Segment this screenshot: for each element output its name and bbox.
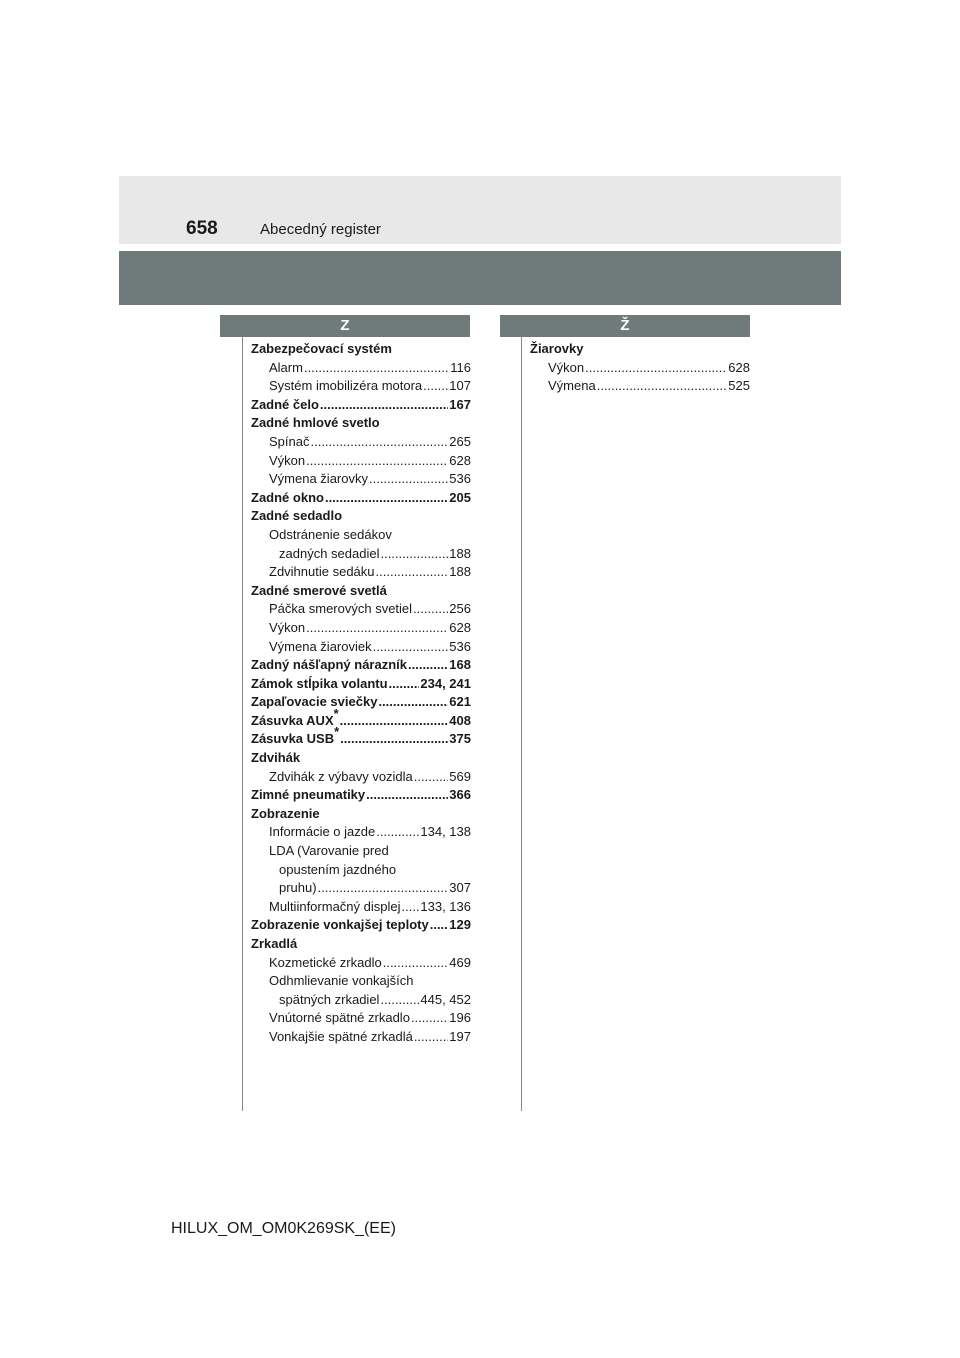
- index-entry: [251, 1009, 471, 1028]
- index-entry-page: 205: [449, 489, 471, 505]
- index-entry-page: 569: [449, 768, 471, 784]
- index-entry-text: pruhu): [279, 880, 317, 896]
- leader-dots: [383, 954, 449, 973]
- leader-dots: [414, 1028, 448, 1047]
- leader-dots: [597, 377, 728, 396]
- leader-dots: [408, 656, 448, 675]
- index-entry-term: [548, 359, 584, 378]
- index-entry-page: 621: [449, 694, 471, 710]
- index-entry-term: [279, 861, 396, 880]
- index-entry-page: 168: [449, 657, 471, 673]
- leader-dots: [320, 396, 448, 415]
- header-band: [119, 176, 841, 244]
- index-entry-page: 366: [449, 787, 471, 803]
- index-entry: [251, 582, 471, 601]
- index-entry-term: [269, 823, 375, 842]
- index-entry: [251, 693, 471, 712]
- leader-dots: [430, 916, 449, 935]
- index-entry-term: [251, 693, 377, 712]
- footer-code: HILUX_OM_OM0K269SK_(EE): [171, 1220, 396, 1237]
- index-entry-text: Výmena: [548, 378, 596, 394]
- index-entry-page: 628: [449, 452, 471, 468]
- index-entry: [251, 452, 471, 471]
- index-entry-text: Systém imobilizéra motora: [269, 378, 423, 394]
- index-entry: [251, 705, 471, 731]
- index-entry-term: [269, 563, 375, 582]
- index-entry: [251, 526, 471, 545]
- index-entry: [530, 359, 750, 378]
- index-entry-page: 188: [449, 545, 471, 561]
- leader-dots: [585, 359, 727, 378]
- index-entry: [530, 340, 750, 359]
- index-entry-page: 536: [449, 471, 471, 487]
- index-entry-page: 188: [449, 564, 471, 580]
- index-entry-term: [251, 507, 342, 526]
- index-entry: [251, 489, 471, 508]
- index-entry-term: [251, 414, 380, 433]
- leader-dots: [380, 545, 448, 564]
- index-entry-text: Zobrazenie vonkajšej teploty: [251, 917, 429, 933]
- index-entry-text: Zdvihák: [251, 750, 301, 766]
- index-entry: [251, 638, 471, 657]
- index-entry-term: [279, 545, 379, 564]
- index-entry-page: 196: [449, 1010, 471, 1026]
- index-entry-text: Spínač: [269, 433, 310, 449]
- index-entry: [251, 972, 471, 991]
- leader-dots: [376, 823, 419, 842]
- leader-dots: [378, 693, 448, 712]
- index-entry-page: 628: [449, 619, 471, 635]
- index-entry-page: 129: [449, 917, 471, 933]
- index-entry: [251, 619, 471, 638]
- footnote-star: *: [334, 724, 340, 740]
- index-entry-text: Výkon: [548, 359, 585, 375]
- index-entry-term: [279, 991, 379, 1010]
- index-entry-text: Žiarovky: [530, 341, 584, 356]
- index-entry-text: Kozmetické zrkadlo: [269, 954, 382, 970]
- index-entry-text: Zadné okno: [251, 489, 324, 505]
- leader-dots: [325, 489, 448, 508]
- leader-dots: [306, 619, 448, 638]
- index-entry: [251, 935, 471, 954]
- letter-heading-z: Z: [220, 315, 470, 337]
- index-entry-term: [269, 638, 372, 657]
- index-entry-term: [251, 340, 392, 359]
- index-entry-term: [251, 489, 324, 508]
- index-entry-page: 307: [449, 880, 471, 896]
- index-entry-page: 116: [450, 359, 471, 375]
- index-entry: [251, 377, 471, 396]
- index-entry-term: [269, 619, 305, 638]
- index-entry: [251, 879, 471, 898]
- index-entry-text: Zapaľovacie sviečky: [251, 694, 378, 710]
- index-entry-text: Zimné pneumatiky: [251, 787, 366, 803]
- leader-dots: [376, 563, 449, 582]
- index-entry: [251, 396, 471, 415]
- index-entry-term: [251, 656, 407, 675]
- index-entry-term: [251, 396, 319, 415]
- index-entry: [251, 916, 471, 935]
- chapter-band: [119, 251, 841, 305]
- index-entry-page: 197: [449, 1028, 471, 1044]
- index-entry-page: 375: [449, 731, 471, 747]
- index-entry: [251, 359, 471, 378]
- index-entry: [251, 545, 471, 564]
- index-entry: [251, 898, 471, 917]
- index-entry-text: Zadný nášľapný nárazník: [251, 657, 407, 673]
- index-entry-text: Zadné sedadlo: [251, 508, 343, 524]
- index-entry-page: 265: [449, 433, 471, 449]
- index-entry-term: [251, 935, 297, 954]
- index-entry: [251, 470, 471, 489]
- leader-dots: [402, 898, 420, 917]
- index-entry-term: [269, 1028, 413, 1047]
- index-entry-text: Zadné čelo: [251, 396, 319, 412]
- index-entry-term: [251, 724, 340, 749]
- index-entry: [251, 805, 471, 824]
- index-entry: [530, 377, 750, 396]
- index-entry-text: Odhmlievanie vonkajších: [269, 973, 414, 989]
- index-entry-text: Výkon: [269, 452, 306, 468]
- leader-dots: [423, 377, 448, 396]
- index-entry-text: Zdvihnutie sedáku: [269, 564, 375, 580]
- index-entry: [251, 842, 471, 861]
- index-entry-text: Odstránenie sedákov: [269, 526, 392, 542]
- index-entry: [251, 954, 471, 973]
- index-entry-text: opustením jazdného: [279, 861, 397, 877]
- leader-dots: [304, 359, 449, 378]
- index-entry-term: [269, 954, 382, 973]
- index-entry: [251, 656, 471, 675]
- index-entry-text: Zadné hmlové svetlo: [251, 415, 380, 431]
- index-entry-term: [269, 768, 413, 787]
- index-entry-term: [530, 340, 583, 359]
- index-entry-text: Multiinformačný displej: [269, 898, 401, 914]
- index-entry-text: Zámok stĺpika volantu: [251, 675, 388, 691]
- index-entry-term: [251, 749, 300, 768]
- index-entry-term: [251, 916, 429, 935]
- index-entry-text: Zabezpečovací systém: [251, 341, 392, 356]
- index-entry: [251, 600, 471, 619]
- index-entry-text: Výmena žiarovky: [269, 471, 368, 487]
- index-entry-term: [251, 582, 387, 601]
- index-entry-text: spätných zrkadiel: [279, 991, 380, 1007]
- index-entry: [251, 991, 471, 1010]
- footnote-star: *: [333, 705, 339, 721]
- index-entry-text: Páčka smerových svetiel: [269, 601, 413, 617]
- leader-dots: [318, 879, 449, 898]
- index-entry-term: [251, 705, 339, 731]
- index-entry-text: Zrkadlá: [251, 936, 298, 951]
- index-entry-term: [251, 805, 320, 824]
- index-entry: [251, 433, 471, 452]
- index-entry-term: [251, 675, 388, 694]
- index-entry-text: Zdvihák z výbavy vozidla: [269, 768, 413, 784]
- index-entry: [251, 414, 471, 433]
- index-entry-page: 234, 241: [420, 675, 471, 691]
- index-entry-text: Informácie o jazde: [269, 824, 376, 840]
- index-entry: [251, 724, 471, 749]
- section-title: Abecedný register: [260, 221, 381, 238]
- index-entry: [251, 768, 471, 787]
- index-entry-term: [251, 786, 365, 805]
- index-entry-page: 167: [449, 396, 471, 412]
- index-entry-text: Vonkajšie spätné zrkadlá: [269, 1028, 413, 1044]
- leader-dots: [310, 433, 448, 452]
- index-entry-text: Výkon: [269, 619, 306, 635]
- index-entry: [251, 749, 471, 768]
- leader-dots: [373, 638, 449, 657]
- column-rule-left: [242, 315, 243, 1111]
- index-entry-term: [269, 470, 368, 489]
- index-entry-term: [548, 377, 596, 396]
- index-entry-text: LDA (Varovanie pred: [269, 843, 389, 859]
- index-entry-term: [269, 452, 305, 471]
- leader-dots: [413, 600, 448, 619]
- index-entry-term: [269, 377, 422, 396]
- index-entry-page: 256: [449, 601, 471, 617]
- index-entry: [251, 861, 471, 880]
- index-entry-page: 134, 138: [420, 824, 471, 840]
- index-entry-term: [269, 842, 389, 861]
- index-entry: [251, 675, 471, 694]
- leader-dots: [411, 1009, 448, 1028]
- index-entry-text: Vnútorné spätné zrkadlo: [269, 1010, 410, 1026]
- leader-dots: [306, 452, 448, 471]
- leader-dots: [389, 675, 420, 694]
- index-entry-text: Výmena žiaroviek: [269, 638, 372, 654]
- index-entry-text: Alarm: [269, 359, 303, 375]
- column-rule-right: [521, 315, 522, 1111]
- index-entry-term: [269, 600, 412, 619]
- index-entry-page: 536: [449, 638, 471, 654]
- index-entry-term: [269, 972, 414, 991]
- index-entry: [251, 563, 471, 582]
- index-entry: [251, 340, 471, 359]
- leader-dots: [340, 712, 449, 731]
- index-entry-page: 628: [728, 359, 750, 375]
- index-entry-term: [269, 433, 309, 452]
- leader-dots: [340, 730, 448, 749]
- index-entry-text: Zásuvka USB: [251, 731, 335, 747]
- leader-dots: [414, 768, 449, 787]
- letter-heading-zh: Ž: [500, 315, 750, 337]
- page-number: 658: [186, 218, 218, 239]
- index-entry: [251, 823, 471, 842]
- leader-dots: [380, 991, 419, 1010]
- leader-dots: [366, 786, 448, 805]
- index-column-zh: [530, 340, 750, 396]
- index-entry-text: Zobrazenie: [251, 805, 320, 821]
- index-entry-page: 445, 452: [420, 991, 471, 1007]
- leader-dots: [369, 470, 448, 489]
- index-entry-term: [269, 526, 392, 545]
- index-entry-term: [279, 879, 317, 898]
- index-entry: [251, 786, 471, 805]
- index-entry-term: [269, 1009, 410, 1028]
- index-entry-page: 469: [449, 954, 471, 970]
- index-entry-page: 525: [728, 378, 750, 394]
- index-entry-page: 133, 136: [420, 898, 471, 914]
- index-entry: [251, 1028, 471, 1047]
- index-entry-page: 408: [449, 712, 471, 728]
- index-entry-text: zadných sedadiel: [279, 545, 380, 561]
- index-entry-text: Zadné smerové svetlá: [251, 582, 387, 598]
- index-entry-text: Zásuvka AUX: [251, 712, 334, 728]
- index-entry: [251, 507, 471, 526]
- index-entry-term: [269, 359, 303, 378]
- index-entry-term: [269, 898, 401, 917]
- index-column-z: [251, 340, 471, 1047]
- index-entry-page: 107: [449, 378, 471, 394]
